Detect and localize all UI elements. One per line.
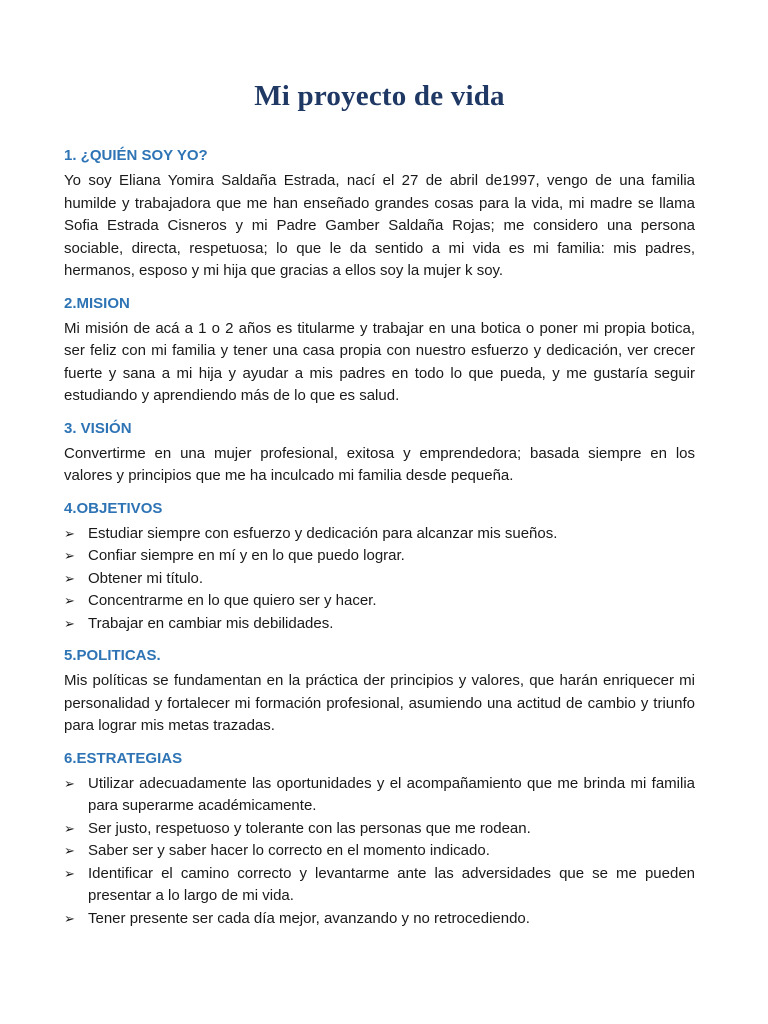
- section-objetivos: [64, 500, 695, 636]
- section-heading: 3. VISIÓN: [64, 419, 132, 437]
- section-paragraph: Yo soy Eliana Yomira Saldaña Estrada, nací el 27 de abril de1997, vengo de una familia humilde y trabajadora que me han enseñado grandes cosas para la vida, mi madre se llama Sofia Estrada Cisneros y mi Padre Gamber Saldaña Rojas; me considero una persona sociable, directa, respetuosa; lo que le da sentido a mi vida es mi familia: mis padres, hermanos, esposo y mi hija que gracias a ellos soy la mujer k soy.: [64, 172, 695, 279]
- section-paragraph: Mi misión de acá a 1 o 2 años es titularme y trabajar en una botica o poner mi propia botica, ser feliz con mi familia y tener una casa propia con nuestro esfuerzo y dedicación, ver crecer fuerte y sana a mi hija y ayudar a mis padres en todo lo que pueda, y me gustaría seguir estudiando y aprendiendo más de lo que es salud.: [64, 319, 695, 404]
- estrategias-list: [64, 773, 695, 931]
- list-item-text: Identificar el camino correcto y levantarme ante las adversidades que se me pueden presentar a lo largo de mi vida.: [88, 864, 695, 904]
- section-heading: 1. ¿QUIÉN SOY YO?: [64, 147, 208, 164]
- list-item: [64, 818, 695, 841]
- list-item: [64, 523, 695, 546]
- section-mision: [64, 295, 695, 408]
- list-item: [64, 545, 695, 568]
- arrow-bullet-icon: ➢: [64, 570, 75, 586]
- list-item: [64, 773, 695, 818]
- list-item-text: Saber ser y saber hacer lo correcto en el momento indicado.: [88, 842, 490, 859]
- section-estrategias: [64, 750, 695, 931]
- section-heading: 5.POLITICAS.: [64, 647, 161, 664]
- section-heading: 6.ESTRATEGIAS: [64, 749, 183, 767]
- section-heading: 4.OBJETIVOS: [64, 499, 163, 517]
- list-item-text: Estudiar siempre con esfuerzo y dedicación para alcanzar mis sueños.: [88, 524, 558, 542]
- arrow-bullet-icon: ➢: [64, 548, 75, 563]
- list-item-text: Trabajar en cambiar mis debilidades.: [88, 614, 334, 632]
- arrow-bullet-icon: ➢: [64, 910, 75, 926]
- list-item: [64, 613, 695, 636]
- arrow-bullet-icon: ➢: [64, 820, 75, 836]
- arrow-bullet-icon: ➢: [64, 615, 75, 631]
- list-item: [64, 908, 695, 931]
- arrow-bullet-icon: ➢: [64, 865, 75, 881]
- arrow-bullet-icon: ➢: [64, 593, 75, 608]
- arrow-bullet-icon: ➢: [64, 843, 75, 858]
- list-item: [64, 590, 695, 613]
- section-heading: 2.MISION: [64, 294, 130, 312]
- list-item-text: Ser justo, respetuoso y tolerante con las personas que me rodean.: [88, 819, 531, 837]
- list-item-text: Confiar siempre en mí y en lo que puedo lograr.: [88, 547, 405, 564]
- list-item-text: Obtener mi título.: [88, 569, 204, 587]
- list-item: [64, 840, 695, 863]
- list-item-text: Concentrarme en lo que quiero ser y hacer.: [88, 592, 377, 609]
- section-paragraph: Convertirme en una mujer profesional, exitosa y emprendedora; basada siempre en los valores y principios que me ha inculcado mi familia desde pequeña.: [64, 444, 695, 484]
- page-title: Mi proyecto de vida: [254, 80, 505, 112]
- section-paragraph: Mis políticas se fundamentan en la práctica der principios y valores, que harán enriquecer mi personalidad y fortalecer mi formación profesional, asumiendo una actitud de cambio y triunfo para lograr mis metas trazadas.: [64, 672, 695, 734]
- section-politicas: [64, 647, 695, 738]
- objetivos-list: [64, 523, 695, 636]
- list-item: [64, 863, 695, 908]
- section-quien-soy-yo: [64, 147, 695, 283]
- list-item: [64, 568, 695, 591]
- list-item-text: Utilizar adecuadamente las oportunidades y el acompañamiento que me brinda mi familia para superarme académicamente.: [88, 774, 695, 814]
- arrow-bullet-icon: ➢: [64, 775, 75, 791]
- arrow-bullet-icon: ➢: [64, 525, 75, 541]
- section-vision: [64, 420, 695, 488]
- list-item-text: Tener presente ser cada día mejor, avanzando y no retrocediendo.: [88, 909, 530, 927]
